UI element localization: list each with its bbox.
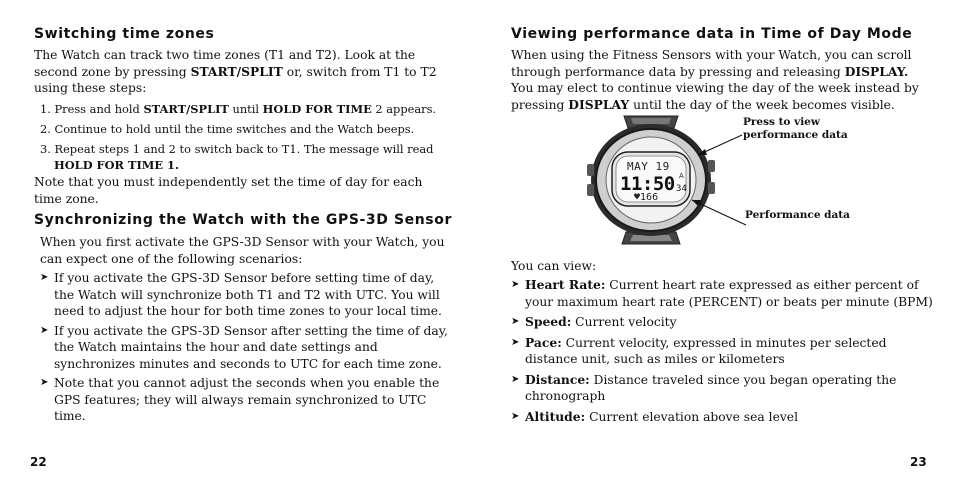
callout-press-to-view: Press to view performance data [743, 116, 848, 141]
view-item-desc: Current elevation above sea level [585, 409, 799, 424]
sync-bullet: ➤ If you activate the GPS-3D Sensor before setting time of day, the Watch will synchronize both T1 and T2 with UTC. You will need to adjust the hour for both time zones to your local time. [40, 270, 454, 320]
page-number-right: 23 [910, 455, 927, 469]
viewing-text-2: You may elect to continue viewing the day of the week instead by pressing [511, 81, 919, 112]
view-item-term: Heart Rate: [525, 277, 606, 292]
view-item-term: Pace: [525, 334, 562, 350]
lcd-seconds: 34 [676, 184, 687, 194]
display-label-1: DISPLAY. [844, 63, 909, 79]
viewing-intro [511, 47, 921, 113]
section-heading-sync: Synchronizing the Watch with the GPS-3D Sensor [34, 212, 452, 228]
lcd-bottom-text: 166 [640, 192, 659, 203]
lcd-date: MAY 19 [627, 160, 670, 173]
start-split-label: START/SPLIT [190, 63, 283, 79]
view-item-desc: Current velocity [571, 315, 677, 329]
view-item-term: Distance: [525, 371, 590, 387]
page-number-left: 22 [30, 455, 47, 469]
switching-intro [34, 47, 442, 97]
callout-performance-data: Performance data [745, 209, 850, 221]
sync-bullet: ➤ If you activate the GPS-3D Sensor after setting the time of day, the Watch maintains the hour and date settings and synchronizes minutes and seconds to UTC for each time zone. [40, 323, 454, 373]
display-label-2: DISPLAY [568, 96, 630, 112]
step1-text-d: 2 appears. [371, 102, 437, 116]
step1-text-a: 1. Press and hold [40, 102, 144, 116]
lcd-performance-value [634, 192, 658, 203]
sync-intro: When you first activate the GPS-3D Sensor with your Watch, you can expect one of the following scenarios: [40, 235, 445, 266]
step-2: 2. Continue to hold until the time switches and the Watch beeps. [40, 122, 415, 136]
heart-icon: ♥ [634, 192, 641, 203]
view-item [511, 335, 933, 368]
step3-bold: HOLD FOR TIME 1. [54, 158, 179, 172]
view-item-desc: Current heart rate expressed as either percent of your maximum heart rate (PERCENT) or beats per minute (BPM) [525, 278, 933, 309]
section-heading-viewing: Viewing performance data in Time of Day Mode [511, 26, 913, 42]
step-3 [40, 141, 450, 173]
intro-text-2: or, switch from T1 to T2 using these steps: [34, 64, 437, 95]
view-item [511, 314, 933, 331]
callout-lines [690, 125, 750, 230]
lcd-indicator: A [679, 172, 684, 180]
view-item [511, 277, 933, 310]
viewing-text-1: When using the Fitness Sensors with your Watch, you can scroll through performance data by pressing and releasing [511, 48, 912, 79]
view-item-term: Speed: [525, 314, 572, 329]
viewing-text-3: until the day of the week becomes visible. [629, 97, 895, 112]
step1-bold-b: HOLD FOR TIME [262, 102, 372, 116]
intro-text-1: The Watch can track two time zones (T1 and T2). Look at the second zone by pressing [34, 48, 416, 79]
switching-note: Note that you must independently set the time of day for each time zone. [34, 175, 423, 206]
step3-text: 3. Repeat steps 1 and 2 to switch back to T1. The message will read [40, 142, 434, 156]
view-list [511, 277, 933, 425]
step1-text-c: until [228, 102, 263, 116]
view-item [511, 409, 933, 426]
view-item [511, 372, 910, 405]
view-item-term: Altitude: [525, 408, 586, 424]
lcd-time: 11:50 [620, 173, 675, 195]
view-item-desc: Current velocity, expressed in minutes per selected distance unit, such as miles or kilometers [525, 335, 887, 366]
sync-bullet: ➤ Note that you cannot adjust the seconds when you enable the GPS features; they will always remain synchronized to UTC time. [40, 375, 444, 425]
step-1 [40, 101, 450, 117]
you-can-view: You can view: [511, 259, 597, 273]
sync-bullet-list [40, 270, 454, 425]
section-heading-switching: Switching time zones [34, 26, 215, 42]
step1-bold-a: START/SPLIT [143, 102, 229, 116]
view-item-desc: Distance traveled since you began operating the chronograph [525, 372, 897, 403]
